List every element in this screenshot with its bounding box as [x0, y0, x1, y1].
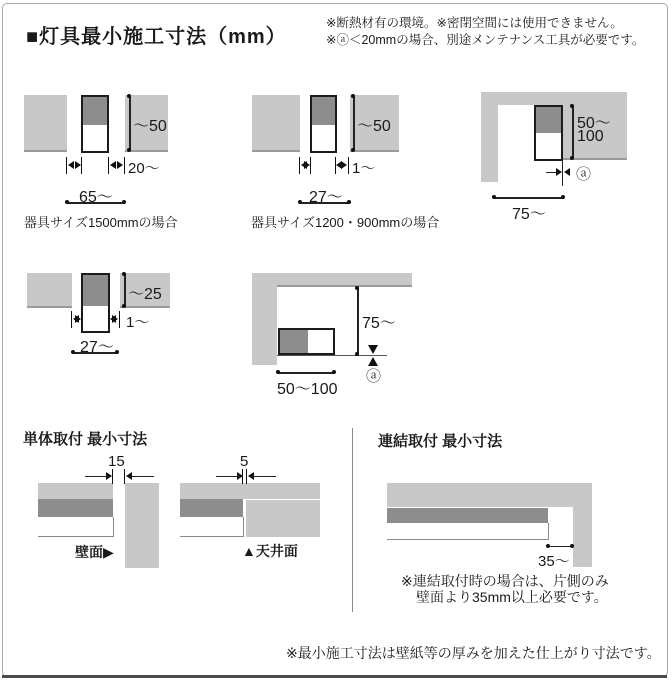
- arrowhead-right: [556, 168, 562, 176]
- dim-dot: [570, 156, 574, 160]
- arrowhead-right: [304, 161, 310, 169]
- dim-tick: [310, 157, 311, 174]
- page-title: ■灯具最小施工寸法（mm）: [26, 26, 287, 48]
- dim-dot: [570, 104, 574, 108]
- d4-fixture-body: [83, 275, 108, 306]
- arrowhead-down: [368, 345, 378, 354]
- dim-tick: [124, 157, 125, 174]
- dim-tick: [81, 157, 82, 174]
- d4-width-label: 27～: [80, 339, 114, 356]
- d5-fixture-housing: [278, 328, 335, 355]
- arrow-tail: [254, 476, 276, 477]
- linked-mount-header: 連結取付 最小寸法: [378, 433, 503, 450]
- dim-dot: [122, 304, 126, 308]
- dim-dot: [570, 544, 574, 548]
- dim-dot: [332, 370, 336, 374]
- arrowhead-right: [341, 161, 347, 169]
- d2-width-label: 27～: [309, 189, 343, 206]
- sm-ceiling-block: [246, 500, 320, 537]
- d3-gap-label: ⓐ: [576, 166, 592, 183]
- d3-left-wall: [481, 92, 498, 182]
- dim-dot: [347, 200, 351, 204]
- dim-dot: [127, 94, 131, 98]
- dim-dot: [276, 370, 280, 374]
- section-divider: [352, 428, 353, 612]
- single-mount-header: 単体取付 最小寸法: [23, 431, 148, 448]
- d1-caption: 器具サイズ1500mmの場合: [24, 215, 178, 230]
- dim-dot: [351, 94, 355, 98]
- d4-fixture-housing: [81, 273, 110, 333]
- lm-fixture-lens: [387, 523, 549, 540]
- sm-ceiling-fixture-bar: [180, 499, 243, 517]
- arrow-tail: [546, 172, 556, 173]
- sm-ceiling-label: ▲天井面: [242, 543, 298, 559]
- d2-side-gap-label: 1～: [352, 160, 376, 177]
- arrowhead-left: [564, 168, 570, 176]
- dim-dot: [71, 350, 75, 354]
- d3-depth-label-2: 100: [577, 128, 604, 145]
- d5-fixture-body: [280, 330, 308, 353]
- footer-note: ※最小施工寸法は壁紙等の厚みを加えた仕上がり寸法です。: [286, 645, 661, 661]
- d1-fixture-housing: [81, 95, 109, 153]
- d5-left-wall: [252, 273, 277, 365]
- d2-fixture-body: [312, 97, 335, 125]
- d5-width-label: 50～100: [277, 381, 338, 398]
- d4-depth-label: ～25: [128, 286, 162, 303]
- d4-depth-dim-line: [124, 274, 126, 307]
- dim-tick: [348, 157, 349, 174]
- d3-depth-dim-line: [572, 106, 574, 159]
- sm-ceiling-strip: [180, 483, 320, 499]
- d5-ceiling-line: [277, 355, 387, 356]
- sm-wall-block: [125, 483, 159, 568]
- sm-wall-label: 壁面▶: [75, 544, 114, 560]
- lm-wall-block: [573, 507, 592, 567]
- sm-wall-fixture-bar: [38, 499, 113, 517]
- d3-fixture-housing: [534, 105, 563, 161]
- d2-fixture-housing: [310, 95, 337, 153]
- d5-width-dim-line: [278, 372, 335, 374]
- arrowhead-right: [75, 315, 81, 323]
- d5-gap-label: ⓐ: [366, 368, 382, 385]
- lm-note-line1: ※連結取付時の場合は、片側のみ: [401, 573, 609, 589]
- dim-dot: [298, 200, 302, 204]
- d4-side-gap-label: 1～: [126, 314, 150, 331]
- dim-dot: [122, 200, 126, 204]
- lm-fixture-bar: [387, 508, 548, 523]
- d2-depth-dim-line: [353, 96, 355, 151]
- arrowhead-right: [75, 161, 81, 169]
- d1-side-gap-label: 20～: [128, 160, 160, 177]
- arrowhead-right: [117, 161, 123, 169]
- arrow-tail: [85, 476, 106, 477]
- d2-depth-label: ～50: [357, 118, 391, 135]
- arrowhead-left: [68, 161, 74, 169]
- arrowhead-right: [112, 315, 118, 323]
- lm-dim-label: 35～: [538, 553, 570, 570]
- d3-top-strip: [481, 92, 627, 105]
- d5-height-label: 75～: [362, 315, 396, 332]
- lm-ceiling-strip: [387, 483, 592, 507]
- arrowhead-left: [110, 161, 116, 169]
- dim-tick: [112, 469, 113, 484]
- dim-dot: [546, 544, 550, 548]
- d3-width-label: 75～: [512, 206, 546, 223]
- arrowhead-right: [106, 472, 112, 480]
- dim-dot: [492, 195, 496, 199]
- sm-ceiling-fixture-lens: [180, 517, 244, 537]
- dim-dot: [115, 350, 119, 354]
- d1-depth-dim-line: [129, 96, 131, 151]
- arrow-tail: [216, 476, 237, 477]
- dim-dot: [351, 148, 355, 152]
- d5-height-dim-line: [357, 288, 359, 355]
- d1-fixture-body: [83, 97, 107, 125]
- arrowhead-right: [237, 472, 243, 480]
- dim-dot: [355, 352, 359, 356]
- sm-wall-fixture-lens: [38, 517, 114, 537]
- header-note-1: ※断熱材有の環境。※密閉空間には使用できません。: [326, 16, 623, 30]
- dim-tick: [119, 311, 120, 328]
- dim-dot: [122, 272, 126, 276]
- d2-caption: 器具サイズ1200・900mmの場合: [251, 215, 440, 230]
- d3-width-dim-line: [494, 197, 564, 199]
- d1-width-label: 65～: [79, 189, 113, 206]
- d3-depth-label-1: 50～: [577, 115, 611, 132]
- sm-ceiling-dim-label: 5: [240, 453, 249, 470]
- dim-dot: [65, 200, 69, 204]
- d3-fixture-body: [536, 107, 561, 133]
- header-note-2: ※ⓐ＜20mmの場合、別途メンテナンス工具が必要です。: [326, 33, 645, 47]
- sm-wall-ceiling-strip: [38, 483, 113, 499]
- d3-gap-line: [562, 160, 563, 186]
- lm-note-line2: 壁面より35mm以上必要です。: [416, 589, 608, 605]
- dim-tick: [81, 311, 82, 328]
- d1-depth-label: ～50: [133, 118, 167, 135]
- dim-dot: [355, 286, 359, 290]
- dim-dot: [561, 195, 565, 199]
- dim-dot: [127, 148, 131, 152]
- page-bottom-rule: [2, 675, 667, 678]
- sm-wall-dim-label: 15: [108, 453, 125, 470]
- arrow-tail: [132, 476, 154, 477]
